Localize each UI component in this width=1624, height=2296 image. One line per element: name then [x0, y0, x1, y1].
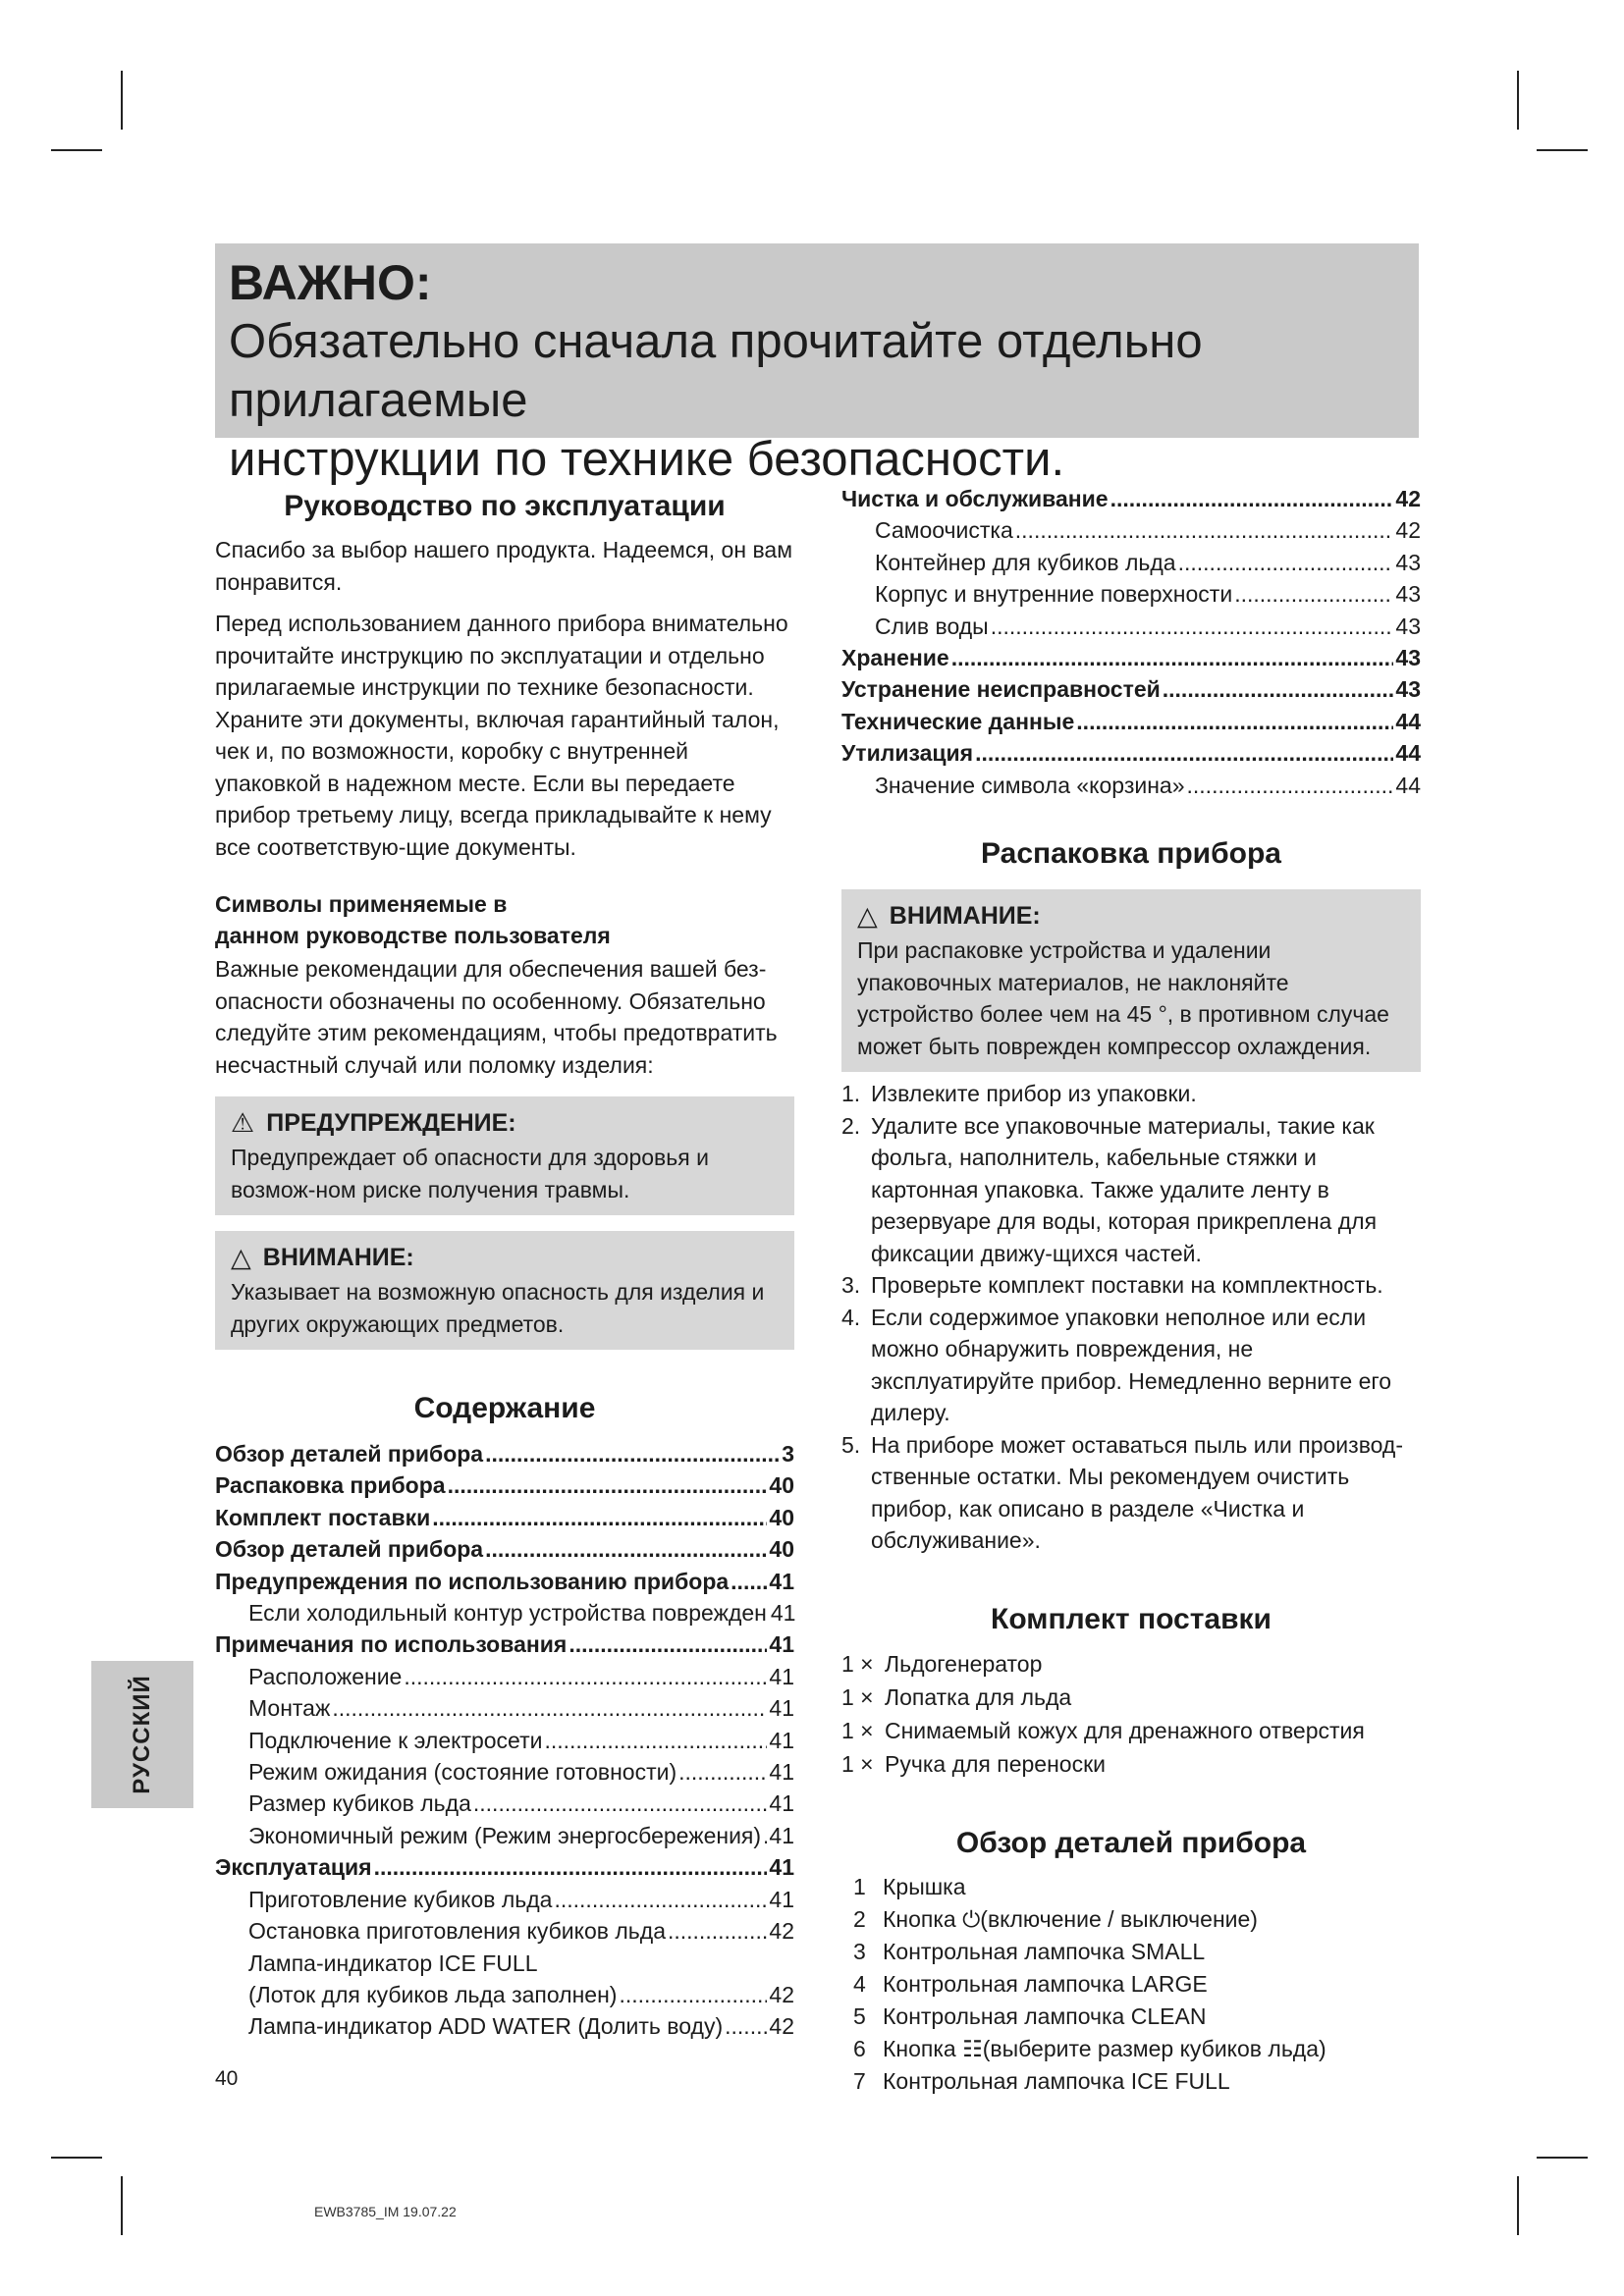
part-item-number: 6 [853, 2035, 866, 2061]
toc-leader-dots [485, 1533, 767, 1565]
manual-intro: Спасибо за выбор нашего продукта. Надеемся, он вам понравится. [215, 537, 793, 595]
crop-mark [121, 71, 123, 130]
toc-entry[interactable] [841, 770, 1421, 801]
part-item [841, 2001, 1421, 2033]
toc-entry[interactable] [215, 1629, 794, 1660]
toc-entry[interactable] [215, 1661, 794, 1692]
list-item-number: 4. [841, 1304, 861, 1330]
toc-leader-dots [725, 2010, 767, 2042]
crop-mark [51, 149, 102, 151]
kit-item-text: Льдогенератор [885, 1650, 1043, 1677]
toc-entry[interactable] [215, 1915, 794, 1947]
caution-box [215, 1231, 794, 1350]
toc-entry[interactable] [215, 1502, 794, 1533]
kit-item-count: 1 × [841, 1650, 874, 1677]
toc-entry-page: 43 [1395, 581, 1421, 608]
toc-entry[interactable] [841, 706, 1421, 737]
toc-entry-page: 42 [769, 1981, 794, 2007]
crop-mark [51, 2157, 102, 2159]
language-tab [91, 1661, 193, 1808]
left-column [215, 481, 794, 2043]
list-item-number: 1. [841, 1081, 861, 1107]
unpacking-steps [841, 1078, 1421, 1557]
toc-entry[interactable] [841, 547, 1421, 578]
list-item [841, 1078, 1421, 1110]
warning-triangle-icon: ⚠ [231, 1108, 255, 1138]
toc-entry[interactable] [215, 1533, 794, 1565]
toc-entry-label: Предупреждения по использованию прибора [215, 1568, 730, 1594]
part-item-text: Контрольная лампочка LARGE [883, 1970, 1208, 1997]
list-item-text: Проверьте комплект поставки на комплектность. [871, 1272, 1383, 1299]
crop-mark [121, 2176, 123, 2235]
toc-entry-label: Утилизация [841, 740, 974, 767]
toc-entry-page: 40 [769, 1472, 794, 1499]
crop-mark [1537, 149, 1588, 151]
toc-entry-label: Монтаж [248, 1695, 331, 1722]
toc-entry-label: Приготовление кубиков льда [248, 1886, 553, 1912]
part-item-number: 3 [853, 1938, 866, 1964]
unpacking-caution-box [841, 889, 1421, 1072]
toc-entry[interactable] [841, 578, 1421, 610]
part-item-number: 4 [853, 1970, 866, 1997]
manual-heading: Руководство по эксплуатации [284, 490, 726, 522]
caution-title: ВНИМАНИЕ: [262, 1244, 414, 1271]
toc-leader-dots [731, 1566, 767, 1597]
toc-leader-dots [619, 1979, 767, 2010]
toc-leader-dots [1076, 706, 1393, 737]
list-item-number: 2. [841, 1112, 861, 1139]
contents-right-list [841, 483, 1421, 801]
toc-entry-label: Обзор деталей прибора [215, 1441, 484, 1467]
toc-leader-dots [1110, 483, 1394, 514]
part-item [841, 1903, 1421, 1936]
warning-box [215, 1096, 794, 1215]
toc-entry[interactable] [215, 1851, 794, 1883]
toc-entry-page: 3 [782, 1441, 794, 1467]
toc-leader-dots [1178, 547, 1394, 578]
kit-list [841, 1647, 1421, 1781]
crop-mark [1537, 2157, 1588, 2159]
list-item-text: Если содержимое упаковки неполное или если можно обнаружить повреждения, не эксплуатируйте прибор. Немедленно верните его дилеру. [871, 1304, 1392, 1426]
toc-entry-page: 41 [769, 1886, 794, 1912]
part-item-text: Контрольная лампочка ICE FULL [883, 2067, 1230, 2094]
toc-entry-page: 41 [769, 1695, 794, 1722]
toc-entry-page: 41 [769, 1568, 794, 1594]
toc-entry-page: 41 [770, 1600, 796, 1627]
toc-entry[interactable] [215, 1756, 794, 1788]
toc-entry-page: 42 [1395, 486, 1421, 511]
toc-entry[interactable] [215, 1788, 794, 1819]
toc-leader-dots [975, 737, 1393, 769]
toc-leader-dots [374, 1851, 768, 1883]
kit-item-count: 1 × [841, 1717, 874, 1743]
toc-entry-label: (Лоток для кубиков льда заполнен) [248, 1981, 618, 2007]
toc-leader-dots [404, 1661, 767, 1692]
unpacking-caution-title: ВНИМАНИЕ: [889, 902, 1041, 931]
toc-entry-continued[interactable]: Лампа-индикатор ICE FULL [248, 1949, 538, 1976]
part-item-text: Контрольная лампочка CLEAN [883, 2002, 1207, 2029]
toc-entry-label: Комплект поставки [215, 1504, 431, 1530]
toc-entry-page: 41 [769, 1790, 794, 1817]
part-item-text: Кнопка ⏻(включение / выключение) [883, 1905, 1258, 1932]
list-item [841, 1269, 1421, 1302]
toc-entry-label: Распаковка прибора [215, 1472, 446, 1499]
toc-entry-page: 40 [769, 1504, 794, 1530]
toc-leader-dots [763, 1820, 767, 1851]
footer-code: EWB3785_IM 19.07.22 [314, 2204, 457, 2219]
kit-heading: Комплект поставки [991, 1602, 1272, 1635]
toc-entry-page: 41 [769, 1854, 794, 1881]
toc-entry-page: 43 [1395, 613, 1421, 639]
toc-entry[interactable] [215, 1820, 794, 1851]
part-item-number: 2 [853, 1905, 866, 1932]
toc-entry-page: 41 [769, 1822, 794, 1848]
list-item-text: Удалите все упаковочные материалы, такие как фольга, наполнитель, кабельные стяжки и картонная упаковка. Также удалите ленту в резервуаре для воды, которая прикреплена для фиксации движу-щихся частей. [871, 1112, 1378, 1266]
caution-triangle-icon: △ [857, 901, 878, 932]
toc-entry-label: Остановка приготовления кубиков льда [248, 1918, 666, 1945]
warning-title: ПРЕДУПРЕЖДЕНИЕ: [266, 1109, 516, 1137]
toc-entry[interactable] [215, 1979, 794, 2010]
toc-leader-dots [473, 1788, 768, 1819]
toc-entry[interactable] [215, 1438, 794, 1469]
contents-left-list [215, 1438, 794, 1948]
part-item [841, 1968, 1421, 2001]
toc-entry-label: Примечания по использования [215, 1631, 568, 1658]
toc-entry-label: Технические данные [841, 708, 1075, 734]
part-item [841, 2065, 1421, 2098]
toc-entry-label: Обзор деталей прибора [215, 1536, 484, 1563]
symbols-heading-1: Символы применяемые в [215, 891, 508, 917]
toc-entry-page: 40 [769, 1536, 794, 1563]
part-item-text: Контрольная лампочка SMALL [883, 1938, 1206, 1964]
contents-heading: Содержание [413, 1392, 596, 1424]
list-item [841, 1429, 1421, 1557]
toc-entry[interactable] [215, 1566, 794, 1597]
right-column [841, 481, 1421, 2098]
symbols-text: Важные рекомендации для обеспечения вашей без-опасности обозначены по особенному. Обязательно следуйте этим рекомендациям, чтобы предотвратить несчастный случай или поломку изделия: [215, 956, 778, 1078]
toc-entry[interactable] [215, 1469, 794, 1501]
caution-triangle-icon: △ [231, 1243, 251, 1272]
toc-entry[interactable] [215, 1884, 794, 1915]
toc-leader-dots [1015, 514, 1394, 546]
list-item [841, 1110, 1421, 1270]
kit-item-text: Ручка для переноски [885, 1750, 1106, 1777]
crop-mark [1517, 71, 1519, 130]
toc-leader-dots [432, 1502, 767, 1533]
unpacking-caution-text: При распаковке устройства и удалении упаковочных материалов, не наклоняйте устройство более чем на 45 °, в противном случае может быть поврежден компрессор охлаждения. [857, 937, 1389, 1059]
parts-list [841, 1871, 1421, 2098]
part-item [841, 2033, 1421, 2065]
toc-entry-label: Режим ожидания (состояние готовности) [248, 1759, 677, 1786]
kit-item [841, 1714, 1421, 1747]
toc-leader-dots [568, 1629, 767, 1660]
kit-item-text: Снимаемый кожух для дренажного отверстия [885, 1717, 1365, 1743]
list-item-text: Извлеките прибор из упаковки. [871, 1081, 1197, 1107]
toc-leader-dots [668, 1915, 767, 1947]
toc-entry-page: 42 [1395, 517, 1421, 544]
toc-entry[interactable] [841, 483, 1421, 514]
toc-entry-label: Контейнер для кубиков льда [875, 549, 1176, 575]
toc-entry-label: Экономичный режим (Режим энергосбережения) [248, 1822, 762, 1848]
caution-text: Указывает на возможную опасность для изделия и других окружающих предметов. [231, 1279, 765, 1337]
toc-entry[interactable] [215, 1597, 794, 1629]
toc-leader-dots [1187, 770, 1394, 801]
part-item-text: Кнопка ☷(выберите размер кубиков льда) [883, 2035, 1326, 2061]
toc-entry[interactable] [841, 514, 1421, 546]
toc-entry-page: 41 [769, 1663, 794, 1689]
list-item-text: На приборе может оставаться пыль или производ-ственные остатки. Мы рекомендуем очистить прибор, как описано в разделе «Чистка и обслуживание». [871, 1431, 1404, 1554]
toc-leader-dots [448, 1469, 768, 1501]
toc-entry-label: Хранение [841, 645, 949, 671]
part-item-text: Крышка [883, 1873, 966, 1899]
toc-entry-label: Слив воды [875, 613, 989, 639]
important-notice [215, 243, 1419, 486]
parts-heading: Обзор деталей прибора [955, 1826, 1307, 1859]
toc-entry-page: 42 [769, 1918, 794, 1945]
toc-leader-dots [678, 1756, 767, 1788]
contents-left-tail [215, 1979, 794, 2043]
page-number: 40 [215, 2067, 239, 2090]
part-item [841, 1936, 1421, 1968]
list-item [841, 1302, 1421, 1429]
kit-item-count: 1 × [841, 1683, 874, 1710]
toc-entry-page: 43 [1395, 549, 1421, 575]
toc-entry-page: 41 [769, 1759, 794, 1786]
kit-item [841, 1647, 1421, 1681]
toc-leader-dots [544, 1725, 767, 1756]
toc-entry-page: 43 [1395, 645, 1421, 671]
toc-entry[interactable] [215, 1692, 794, 1724]
kit-item-text: Лопатка для льда [885, 1683, 1072, 1710]
toc-entry-label: Устранение неисправностей [841, 676, 1161, 703]
toc-entry[interactable] [841, 737, 1421, 769]
toc-entry-page: 41 [769, 1631, 794, 1658]
toc-entry[interactable] [215, 1725, 794, 1756]
toc-entry-label: Значение символа «корзина» [875, 772, 1185, 798]
toc-entry-page: 44 [1395, 772, 1421, 798]
toc-entry-label: Лампа-индикатор ADD WATER (Долить воду) [248, 2013, 724, 2040]
toc-entry-label: Эксплуатация [215, 1854, 372, 1881]
crop-mark [1517, 2176, 1519, 2235]
important-title: ВАЖНО: [229, 255, 432, 310]
unpacking-heading: Распаковка прибора [981, 837, 1281, 871]
toc-entry-page: 41 [769, 1727, 794, 1753]
toc-leader-dots [485, 1438, 780, 1469]
toc-entry[interactable] [841, 642, 1421, 673]
kit-item [841, 1681, 1421, 1714]
part-item-number: 1 [853, 1873, 866, 1899]
kit-item-count: 1 × [841, 1750, 874, 1777]
toc-leader-dots [1163, 673, 1394, 705]
part-item [841, 1871, 1421, 1903]
toc-leader-dots [332, 1692, 767, 1724]
toc-leader-dots [1234, 578, 1393, 610]
toc-entry-page: 42 [769, 2013, 794, 2040]
symbols-heading-2: данном руководстве пользователя [215, 923, 611, 948]
part-item-number: 7 [853, 2067, 866, 2094]
toc-leader-dots [991, 611, 1394, 642]
toc-entry[interactable] [841, 673, 1421, 705]
list-item-number: 3. [841, 1272, 861, 1299]
manual-text: Перед использованием данного прибора внимательно прочитайте инструкцию по эксплуатации и отдельно прилагаемые инструкции по технике безопасности. Храните эти документы, включая гарантийный талон, чек и, по возможности, коробку с внутренней упаковкой в надежном месте. Если вы передаете прибор третьему лицу, всегда прикладывайте к нему все соответствую-щие документы. [215, 611, 788, 860]
toc-entry-page: 44 [1395, 740, 1421, 767]
language-tab-label: РУССКИЙ [129, 1675, 155, 1794]
toc-entry-label: Подключение к электросети [248, 1727, 543, 1753]
kit-item [841, 1747, 1421, 1781]
toc-entry-label: Чистка и обслуживание [841, 486, 1109, 511]
important-line-2: инструкции по технике безопасности. [229, 433, 1065, 486]
part-item-number: 5 [853, 2002, 866, 2029]
toc-entry-label: Корпус и внутренние поверхности [875, 581, 1233, 608]
toc-leader-dots [554, 1884, 767, 1915]
important-line-1: Обязательно сначала прочитайте отдельно прилагаемые [229, 315, 1203, 427]
toc-entry-label: Самоочистка [875, 517, 1013, 544]
toc-entry-label: Расположение [248, 1663, 403, 1689]
toc-entry-page: 44 [1395, 708, 1421, 734]
toc-entry[interactable] [841, 611, 1421, 642]
list-item-number: 5. [841, 1431, 861, 1458]
warning-text: Предупреждает об опасности для здоровья и возмож-ном риске получения травмы. [231, 1145, 709, 1202]
toc-leader-dots [951, 642, 1394, 673]
toc-entry-page: 43 [1395, 676, 1421, 703]
toc-entry-label: Если холодильный контур устройства поврежден [248, 1600, 767, 1627]
toc-entry-label: Размер кубиков льда [248, 1790, 471, 1817]
toc-entry[interactable] [215, 2010, 794, 2042]
